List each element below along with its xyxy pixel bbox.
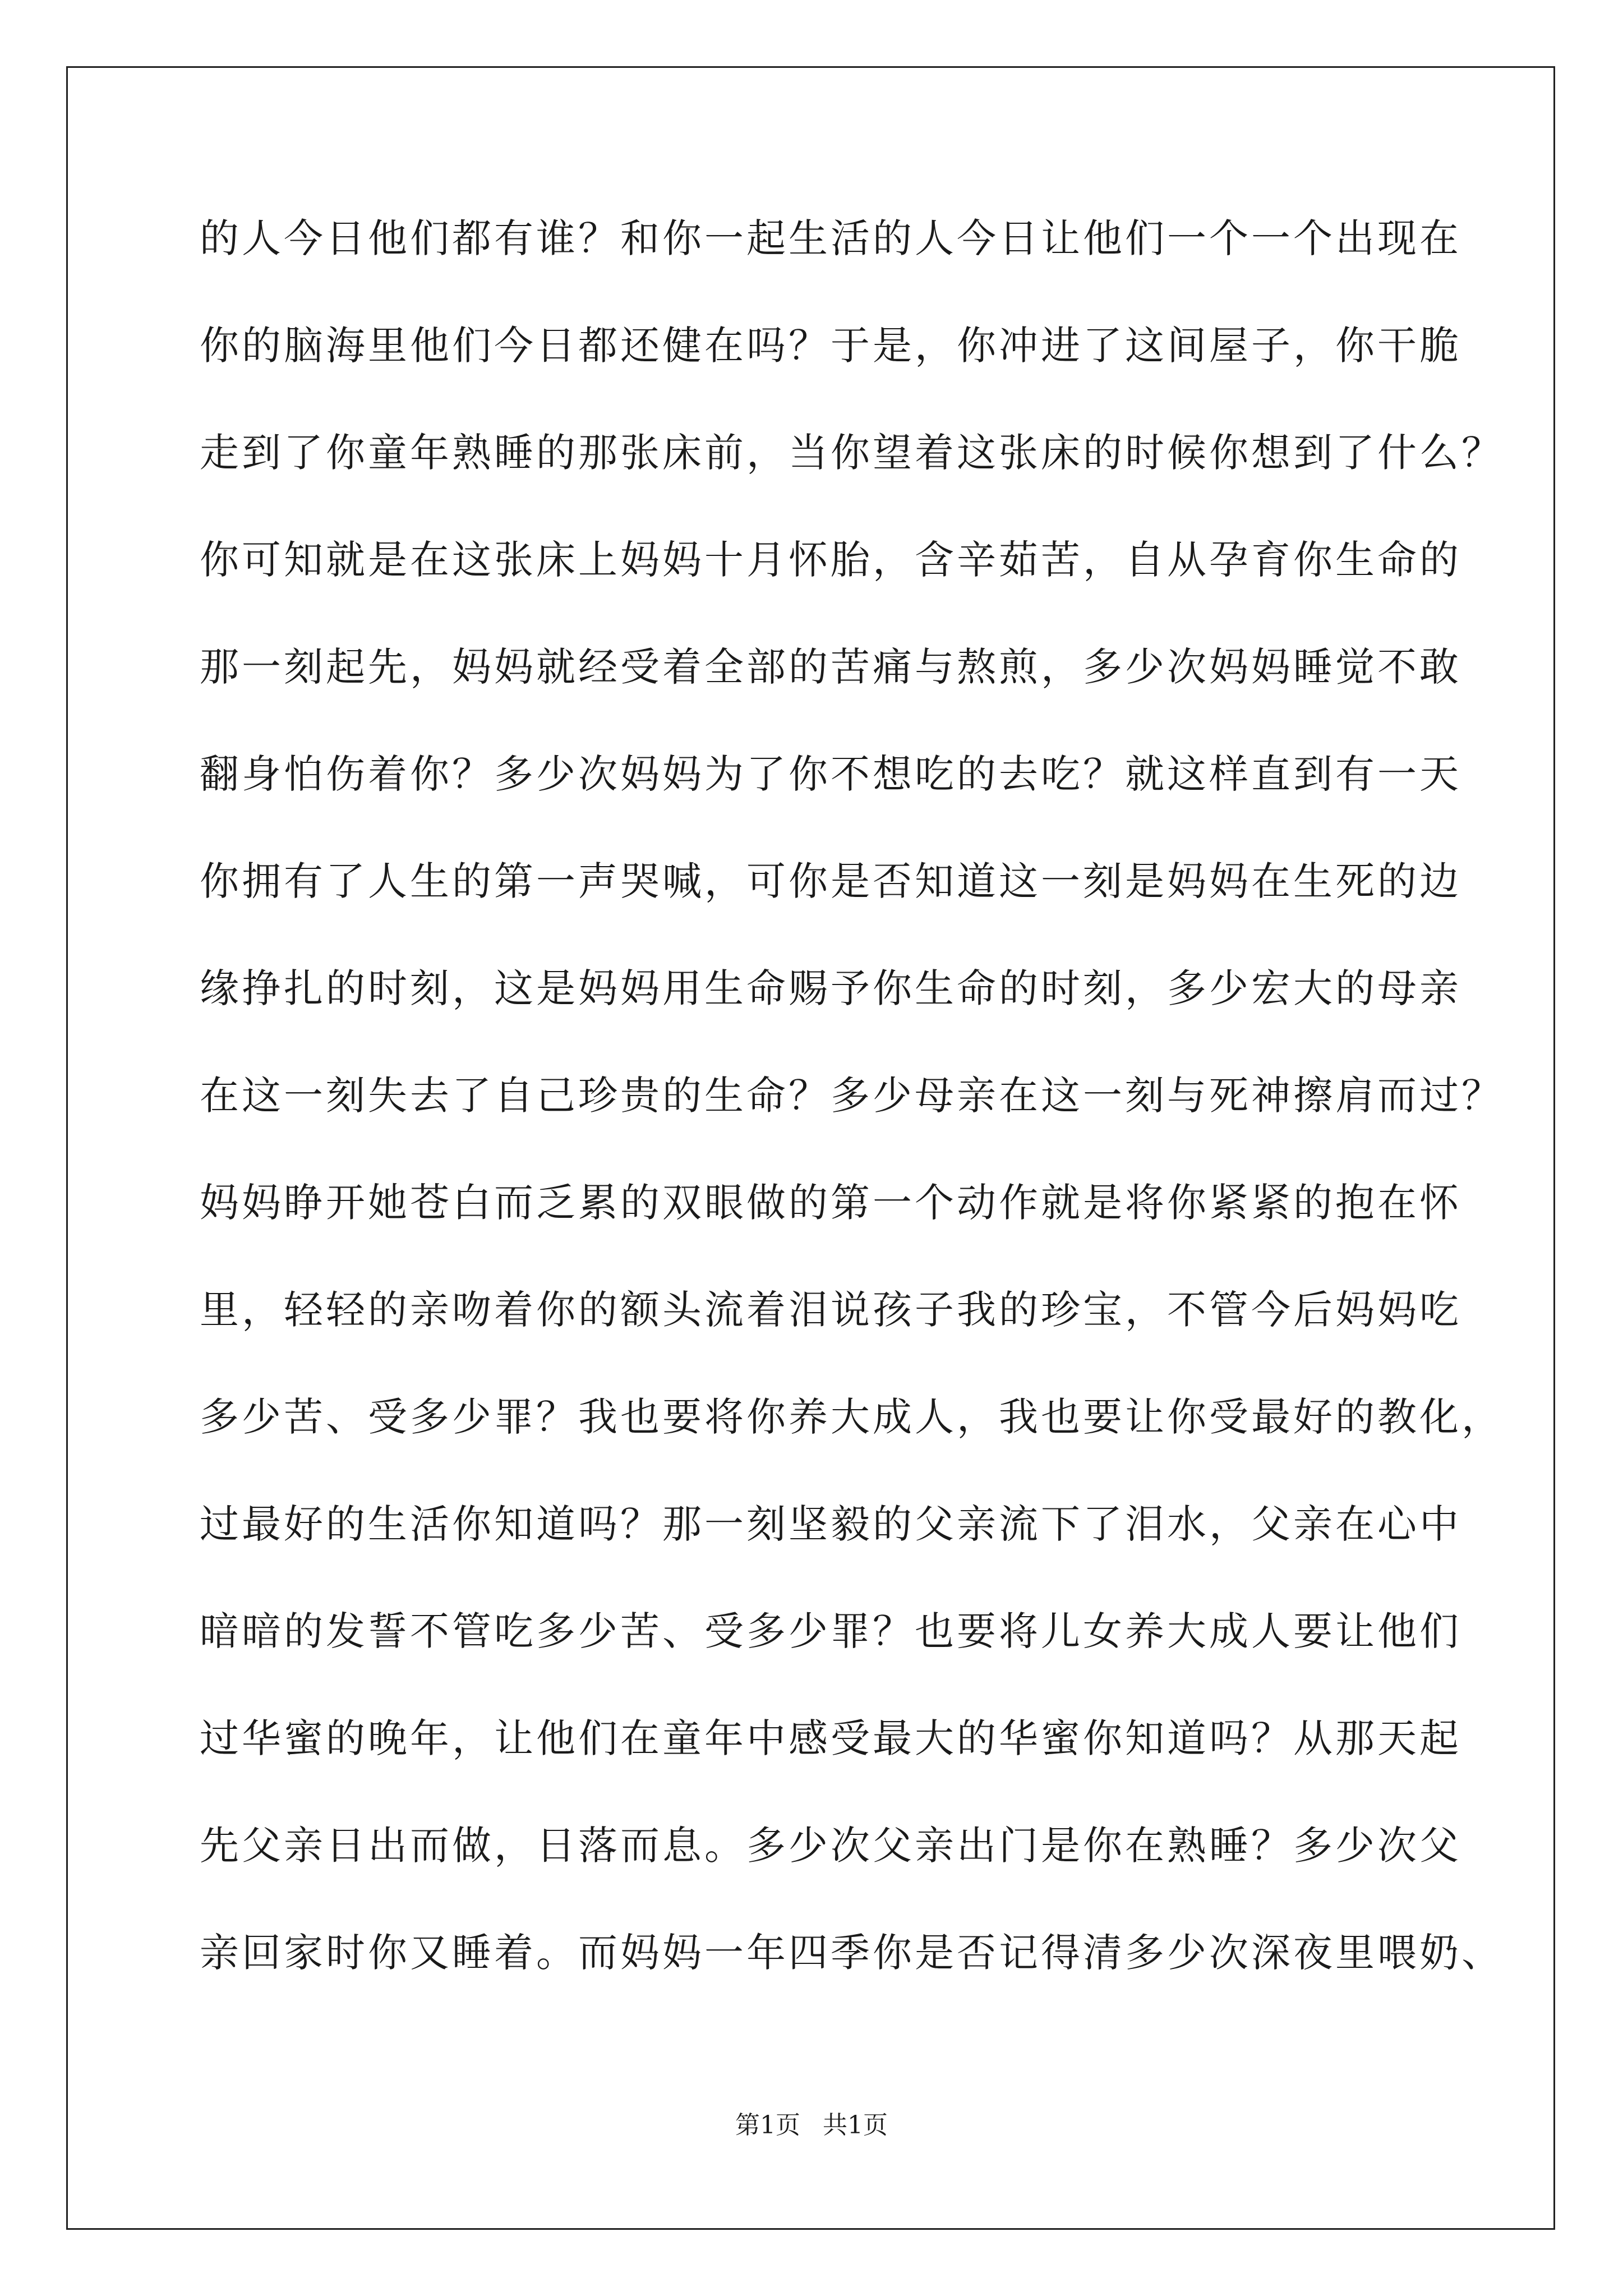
text-line: 妈妈睁开她苍白而乏累的双眼做的第一个动作就是将你紧紧的抱在怀	[200, 1180, 1461, 1226]
text-line: 先父亲日出而做，日落而息。多少次父亲出门是你在熟睡？多少次父	[200, 1823, 1461, 1869]
text-line: 多少苦、受多少罪？我也要将你养大成人，我也要让你受最好的教化，	[200, 1394, 1504, 1440]
page-number: 第1页	[735, 2111, 800, 2139]
text-line: 走到了你童年熟睡的那张床前，当你望着这张床的时候你想到了什么？	[200, 430, 1504, 476]
text-line: 过最好的生活你知道吗？那一刻坚毅的父亲流下了泪水，父亲在心中	[200, 1501, 1461, 1547]
text-line: 那一刻起先，妈妈就经受着全部的苦痛与熬煎，多少次妈妈睡觉不敢	[200, 644, 1461, 690]
page-footer	[0, 2105, 1623, 2141]
text-line: 里，轻轻的亲吻着你的额头流着泪说孩子我的珍宝，不管今后妈妈吃	[200, 1287, 1461, 1333]
text-line: 暗暗的发誓不管吃多少苦、受多少罪？也要将儿女养大成人要让他们	[200, 1608, 1461, 1654]
page-total: 共1页	[823, 2111, 888, 2139]
text-line: 你的脑海里他们今日都还健在吗？于是，你冲进了这间屋子，你干脆	[200, 323, 1461, 369]
text-line: 过华蜜的晚年，让他们在童年中感受最大的华蜜你知道吗？从那天起	[200, 1715, 1461, 1761]
text-line: 翻身怕伤着你？多少次妈妈为了你不想吃的去吃？就这样直到有一天	[200, 751, 1461, 797]
text-line: 的人今日他们都有谁？和你一起生活的人今日让他们一个一个出现在	[200, 215, 1461, 261]
text-line: 亲回家时你又睡着。而妈妈一年四季你是否记得清多少次深夜里喂奶、	[200, 1930, 1504, 1976]
text-line: 缘挣扎的时刻，这是妈妈用生命赐予你生命的时刻，多少宏大的母亲	[200, 965, 1461, 1011]
body-text	[200, 215, 1504, 2040]
text-line: 你可知就是在这张床上妈妈十月怀胎，含辛茹苦，自从孕育你生命的	[200, 537, 1461, 583]
text-line: 你拥有了人生的第一声哭喊，可你是否知道这一刻是妈妈在生死的边	[200, 858, 1461, 904]
text-line: 在这一刻失去了自己珍贵的生命？多少母亲在这一刻与死神擦肩而过？	[200, 1073, 1504, 1119]
